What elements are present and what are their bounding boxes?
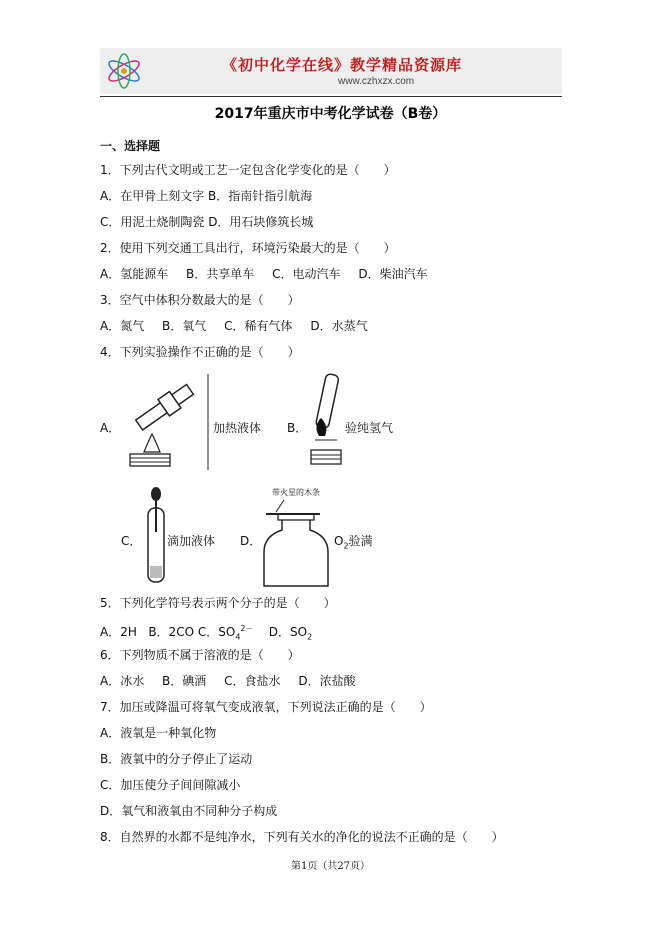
- q6-option-b: B．碘酒: [162, 674, 207, 688]
- q4-d-suffix: 验满: [348, 534, 373, 548]
- dropping-liquid-figure: [143, 486, 169, 586]
- q3-option-a: A．氮气: [100, 319, 145, 333]
- page-footer: 第1页（共27页）: [290, 861, 371, 872]
- header-banner: [100, 48, 562, 94]
- q2-option-c: C．电动汽车: [272, 267, 341, 281]
- q2-options: [100, 267, 442, 281]
- hydrogen-test-figure: [305, 370, 347, 470]
- q5-option-b: B．2CO: [148, 625, 195, 639]
- q7-option-d: D．氧气和液氧由不同种分子构成: [100, 804, 278, 818]
- q5-options: [100, 622, 312, 644]
- banner-title: 《初中化学在线》教学精品资源库: [222, 56, 463, 74]
- q5-c-sub: 4: [235, 632, 241, 642]
- q2-option-d: D．柴油汽车: [358, 267, 428, 281]
- q7-option-a: A．液氧是一种氧化物: [100, 726, 217, 740]
- q3-option-c: C．稀有气体: [224, 319, 293, 333]
- q7-option-b: B．液氧中的分子停止了运动: [100, 752, 253, 766]
- q7-option-c: C．加压使分子间间隙减小: [100, 778, 241, 792]
- q5-d-sub: 2: [307, 632, 313, 642]
- q8-stem: 8．自然界的水都不是纯净水，下列有关水的净化的说法不正确的是（ ）: [100, 830, 504, 844]
- q1-options-line1: A．在甲骨上刻文字 B．指南针指引航海: [100, 189, 313, 203]
- q4-a-letter: A．: [100, 421, 121, 435]
- q5-option-d: [268, 625, 313, 642]
- oxygen-check-figure: [262, 500, 334, 590]
- q3-option-b: B．氧气: [162, 319, 207, 333]
- q6-option-d: D．浓盐酸: [298, 674, 356, 688]
- q6-option-a: A．冰水: [100, 674, 145, 688]
- q4-d-letter: D．: [240, 534, 262, 548]
- heating-liquid-figure: [118, 374, 212, 470]
- q6-options: [100, 674, 370, 688]
- q5-c-sup: 2－: [240, 624, 254, 633]
- q5-c-prefix: C．SO: [197, 625, 236, 639]
- q4-d-caption: 带火星的木条: [272, 488, 320, 497]
- q7-stem: 7．加压或降温可将氧气变成液氧，下列说法正确的是（ ）: [100, 700, 432, 714]
- q4-a-label: 加热液体: [213, 421, 262, 435]
- q3-options: [100, 319, 382, 333]
- q5-option-a: A．2H: [100, 625, 137, 639]
- atom-logo-icon: [104, 52, 144, 90]
- q1-options-line2: C．用泥土烧制陶瓷 D．用石块修筑长城: [100, 215, 314, 229]
- q4-b-label: 验纯氢气: [345, 421, 394, 435]
- q4-stem: 4．下列实验操作不正确的是（ ）: [100, 345, 300, 359]
- q1-stem: 1．下列古代文明或工艺一定包含化学变化的是（ ）: [100, 163, 396, 177]
- q4-d-sub: 2: [343, 541, 349, 551]
- q5-option-c: [197, 624, 254, 642]
- section-heading: 一、选择题: [100, 139, 161, 153]
- header-rule: [100, 96, 562, 97]
- q4-d-o: O: [334, 534, 344, 548]
- q6-stem: 6．下列物质不属于溶液的是（ ）: [100, 648, 300, 662]
- q3-stem: 3．空气中体积分数最大的是（ ）: [100, 293, 300, 307]
- q4-c-label: 滴加液体: [167, 534, 216, 548]
- q2-option-a: A．氢能源车: [100, 267, 169, 281]
- q2-option-b: B．共享单车: [186, 267, 255, 281]
- q6-option-c: C．食盐水: [224, 674, 281, 688]
- q5-stem: 5．下列化学符号表示两个分子的是（ ）: [100, 596, 336, 610]
- banner-url: www.czhxzx.com: [338, 76, 415, 87]
- q4-b-letter: B．: [287, 421, 308, 435]
- q4-c-letter: C．: [121, 534, 142, 548]
- q2-stem: 2．使用下列交通工具出行，环境污染最大的是（ ）: [100, 241, 396, 255]
- page-title: 2017年重庆市中考化学试卷（B卷）: [214, 106, 447, 122]
- q4-d-label: [334, 532, 373, 550]
- q5-d-prefix: D．SO: [268, 625, 308, 639]
- q3-option-d: D．水蒸气: [310, 319, 368, 333]
